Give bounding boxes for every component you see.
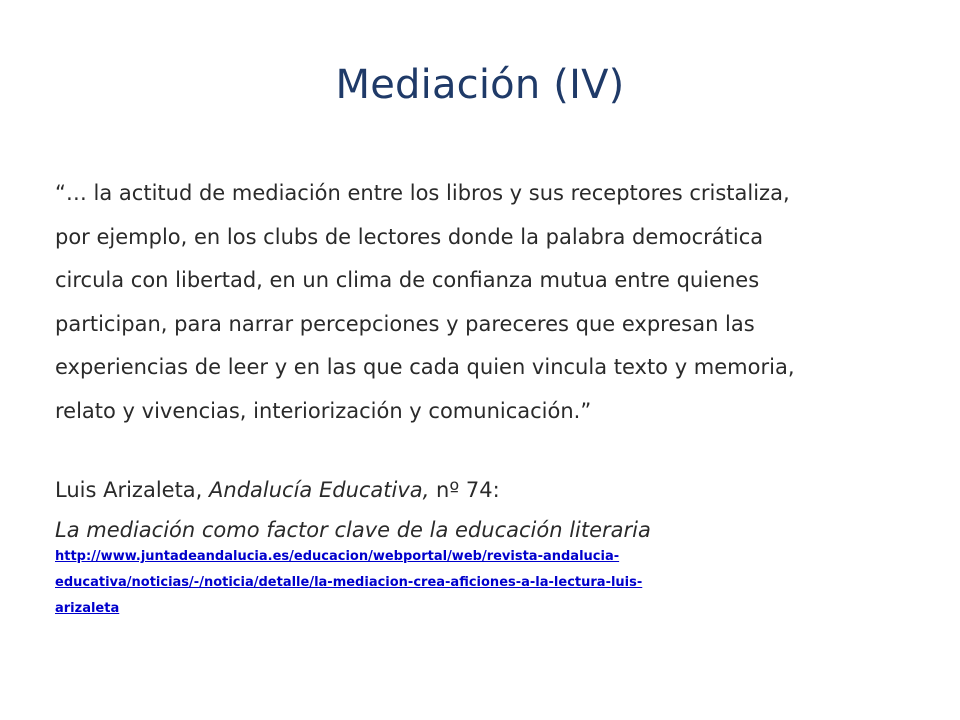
source-link-line[interactable]: arizaleta: [55, 601, 120, 616]
source-link-line[interactable]: educativa/noticias/-/noticia/detalle/la-mediacion-crea-aficiones-a-la-lectura-luis-: [55, 575, 643, 590]
citation-publication: Andalucía Educativa,: [209, 478, 430, 502]
source-link-block: [55, 544, 935, 622]
citation-block: [55, 470, 935, 550]
citation-article-title: La mediación como factor clave de la educación literaria: [55, 518, 651, 542]
quote-line: participan, para narrar percepciones y pareceres que expresan las: [55, 311, 755, 336]
quote-line: experiencias de leer y en las que cada quien vincula texto y memoria,: [55, 355, 795, 379]
citation-author: Luis Arizaleta,: [55, 478, 210, 502]
source-link-line[interactable]: http://www.juntadeandalucia.es/educacion/webportal/web/revista-andalucia-: [55, 549, 620, 564]
citation-issue: nº 74:: [429, 478, 500, 502]
quote-line: relato y vivencias, interiorización y comunicación.”: [55, 398, 592, 423]
quote-line: “… la actitud de mediación entre los libros y sus receptores cristaliza,: [55, 181, 790, 205]
quote-line: circula con libertad, en un clima de confianza mutua entre quienes: [55, 268, 760, 292]
quote-block: [55, 172, 915, 433]
slide-title: Mediación (IV): [335, 62, 625, 108]
quote-line: por ejemplo, en los clubs de lectores donde la palabra democrática: [55, 224, 764, 249]
citation-source-line: [55, 470, 935, 510]
